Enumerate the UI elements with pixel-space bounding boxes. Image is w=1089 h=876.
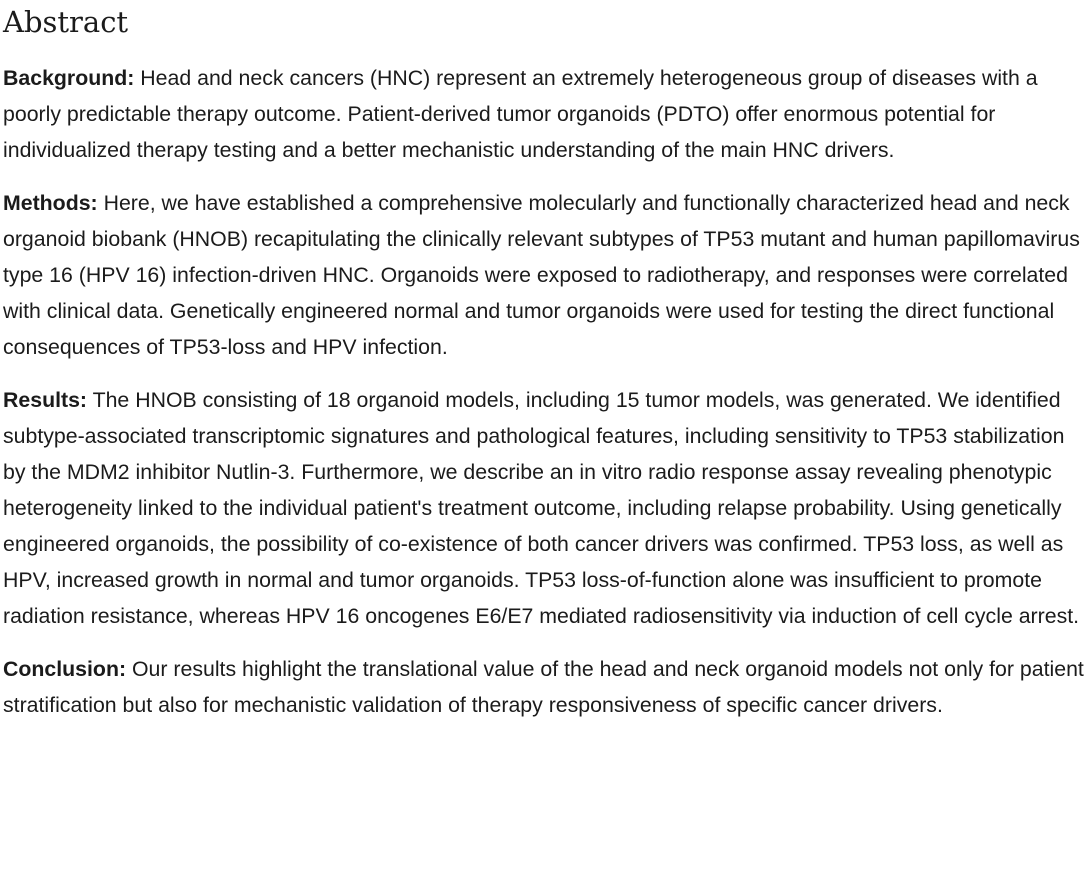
abstract-heading: Abstract xyxy=(3,5,129,39)
methods-paragraph xyxy=(3,185,1089,365)
background-text: Head and neck cancers (HNC) represent an extremely heterogeneous group of diseases with a poorly predictable therapy outcome. Patient-derived tumor organoids (PDTO) offer enormous potential for individualized therapy testing and a better mechanistic understanding of the main HNC drivers. xyxy=(3,66,1038,162)
methods-text: Here, we have established a comprehensive molecularly and functionally characterized head and neck organoid biobank (HNOB) recapitulating the clinically relevant subtypes of TP53 mutant and human papillomavirus type 16 (HPV 16) infection-driven HNC. Organoids were exposed to radiotherapy, and responses were correlated with clinical data. Genetically engineered normal and tumor organoids were used for testing the direct functional consequences of TP53-loss and HPV infection. xyxy=(3,191,1080,359)
results-text: The HNOB consisting of 18 organoid models, including 15 tumor models, was generated. We identified subtype-associated transcriptomic signatures and pathological features, including sensitivity to TP53 stabilization by the MDM2 inhibitor Nutlin-3. Furthermore, we describe an in vitro radio response assay revealing phenotypic heterogeneity linked to the individual patient's treatment outcome, including relapse probability. Using genetically engineered organoids, the possibility of co-existence of both cancer drivers was confirmed. TP53 loss, as well as HPV, increased growth in normal and tumor organoids. TP53 loss-of-function alone was insufficient to promote radiation resistance, whereas HPV 16 oncogenes E6/E7 mediated radiosensitivity via induction of cell cycle arrest. xyxy=(3,388,1080,628)
background-paragraph xyxy=(3,60,1089,168)
results-paragraph xyxy=(3,382,1089,634)
methods-label: Methods: xyxy=(3,191,98,215)
conclusion-text: Our results highlight the translational value of the head and neck organoid models not only for patient stratification but also for mechanistic validation of therapy responsiveness of specific cancer drivers. xyxy=(3,657,1084,717)
results-label: Results: xyxy=(3,388,88,412)
conclusion-paragraph xyxy=(3,651,1089,723)
conclusion-label: Conclusion: xyxy=(3,657,127,681)
background-label: Background: xyxy=(3,66,135,90)
